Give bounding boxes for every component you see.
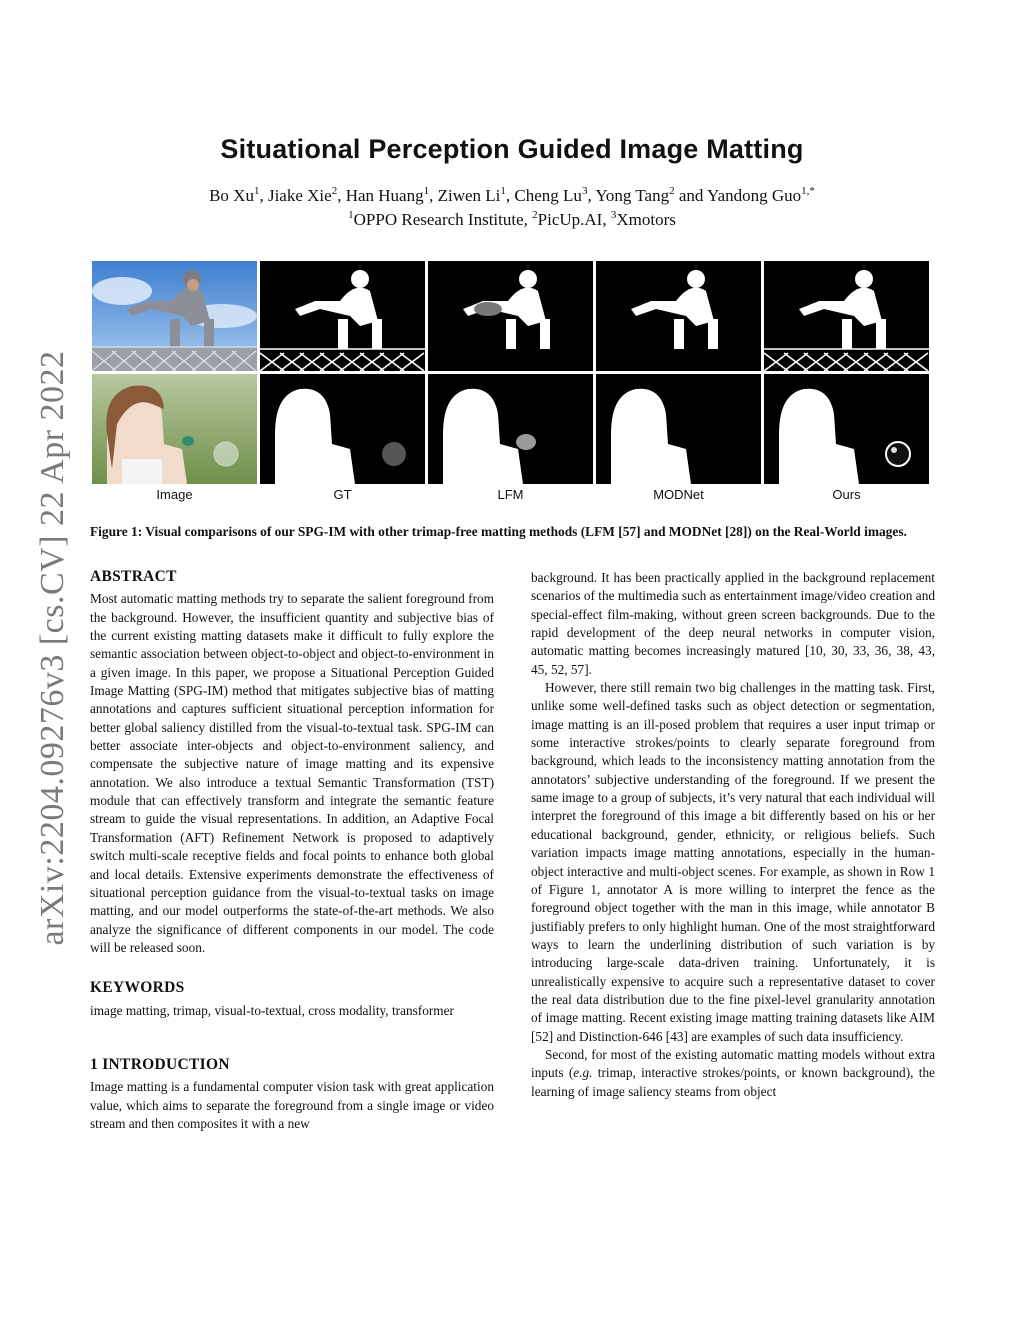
intro-paragraph-1-start: Image matting is a fundamental computer vision task with great application value, which aims to separate the foreground from a single image or video stream and then composites it with a new <box>90 1079 494 1131</box>
row1-modnet-matte <box>596 261 761 371</box>
affiliation: $^1$OPPO Research Institute, <box>348 209 533 229</box>
intro-paragraph-1-end: background. It has been practically applied in the background replacement scenarios of the multimedia such as entertainment image/video creation and special-effect film-making, without green screen backgrounds. Due to the rapid development of the deep neural networks in computer vision, automatic matting becomes increasingly matured [10, 30, 33, 36, 38, 43, 45, 52, 57]. <box>531 570 935 677</box>
keywords-text: image matting, trimap, visual-to-textual, cross modality, transformer <box>90 1002 454 1018</box>
author: Yong Tang$^2$ and <box>595 185 707 205</box>
author-list <box>0 186 1024 206</box>
row1-input-photo <box>92 261 257 371</box>
author: Ziwen Li$^1$, <box>437 185 515 205</box>
abstract-heading: ABSTRACT <box>90 568 177 585</box>
affiliation: $^3$Xmotors <box>610 209 676 229</box>
figure-caption: Figure 1: Visual comparisons of our SPG-IM with other trimap-free matting methods (LFM [57] and MODNet [28]) on the Real-World images. <box>90 524 907 539</box>
column-label-ours: Ours <box>832 487 861 502</box>
left-column <box>90 568 494 1133</box>
paper-title: Situational Perception Guided Image Matting <box>220 134 804 164</box>
column-label-gt: GT <box>333 487 352 502</box>
row1-gt-matte <box>260 261 425 371</box>
author: Bo Xu$^1$, <box>209 185 268 205</box>
author: Cheng Lu$^3$, <box>514 185 596 205</box>
right-column <box>531 569 935 1101</box>
column-label-modnet: MODNet <box>653 487 704 502</box>
keywords-heading: KEYWORDS <box>90 979 185 997</box>
column-label-image: Image <box>156 487 193 502</box>
author: Yandong Guo$^{1,*}$ <box>707 185 815 205</box>
abstract-text: Most automatic matting methods try to separate the salient foreground from the background. However, the insufficient quantity and subjective bias of the current existing matting datasets make it difficult to fully explore the semantic association between object-to-object and object-to-environment in a given image. In this paper, we propose a Situational Perception Guided Image Matting (SPG-IM) method that mitigates subjective bias of matting annotations and captures sufficient situational perception information for better global saliency distilled from the visual-to-textual task. SPG-IM can better associate inter-objects and object-to-environment saliency, and compensate the subjective nature of image matting and its expensive annotation. We also introduce a textual Semantic Transformation (TST) module that can effectively transform and integrate the semantic feature stream to guide the visual representations. In addition, an Adaptive Focal Transformation (AFT) Refinement Network is proposed to adaptively switch multi-scale receptive fields and focal points to enhance both global and local details. Extensive experiments demonstrate the effectiveness of situational perception guidance from the visual-to-textual tasks on image matting, and our model outperforms the state-of-the-art methods. We also analyze the significance of different components in our model. The code will be released soon. <box>90 591 494 955</box>
column-label-lfm: LFM <box>497 487 524 502</box>
author: Han Huang$^1$, <box>345 185 438 205</box>
row2-lfm-matte <box>428 374 593 484</box>
row2-ours-matte <box>764 374 929 484</box>
affiliation: $^2$PicUp.AI, <box>532 209 611 229</box>
arxiv-identifier: arXiv:2204.09276v3 [cs.CV] 22 Apr 2022 <box>34 350 71 946</box>
row1-ours-matte <box>764 261 929 371</box>
figure-1-grid <box>92 261 930 484</box>
intro-heading: 1 INTRODUCTION <box>90 1055 230 1073</box>
affiliation-list <box>0 210 1024 230</box>
row2-modnet-matte <box>596 374 761 484</box>
intro-paragraph-2: However, there still remain two big challenges in the matting task. First, unlike some well-defined tasks such as object detection or segmentation, image matting is an ill-posed problem that requires a user input trimap or some interactive strokes/points to clearly separate foreground from background, which leads to the inconsistency matting annotation from the annotators’ subjective understanding of the foreground. If we present the same image to a group of subjects, it’s very natural that each individual will interpret the foreground of this image a bit differently based on his or her educational background, gender, ethnicity, or religious beliefs. Such variation impacts image matting annotations, especially in the human-object interactive and multi-object scenes. For example, as shown in Row 1 of Figure 1, annotator A is more willing to interpret the fence as the foreground object together with the man in this image, while annotator B justifiably prefers to only highlight human. One of the most straightforward ways to learn the underlining distribution of such variation is by introducing large-scale data-driven training. Unfortunately, it is unrealistically expensive to acquire such a representative dataset to cover the real data distribution due to the fine pixel-level granularity annotation of image matting. Recent existing image matting training datasets like AIM [52] and Distinction-646 [43] are examples of such data insufficiency. <box>531 680 935 1044</box>
row1-lfm-matte <box>428 261 593 371</box>
row2-gt-matte <box>260 374 425 484</box>
intro-paragraph-3: Second, for most of the existing automatic matting models without extra inputs (e.g. trimap, interactive strokes/points, or known background), the learning of image saliency steams from object <box>531 1046 935 1099</box>
author: Jiake Xie$^2$, <box>267 185 346 205</box>
row2-input-photo <box>92 374 257 484</box>
